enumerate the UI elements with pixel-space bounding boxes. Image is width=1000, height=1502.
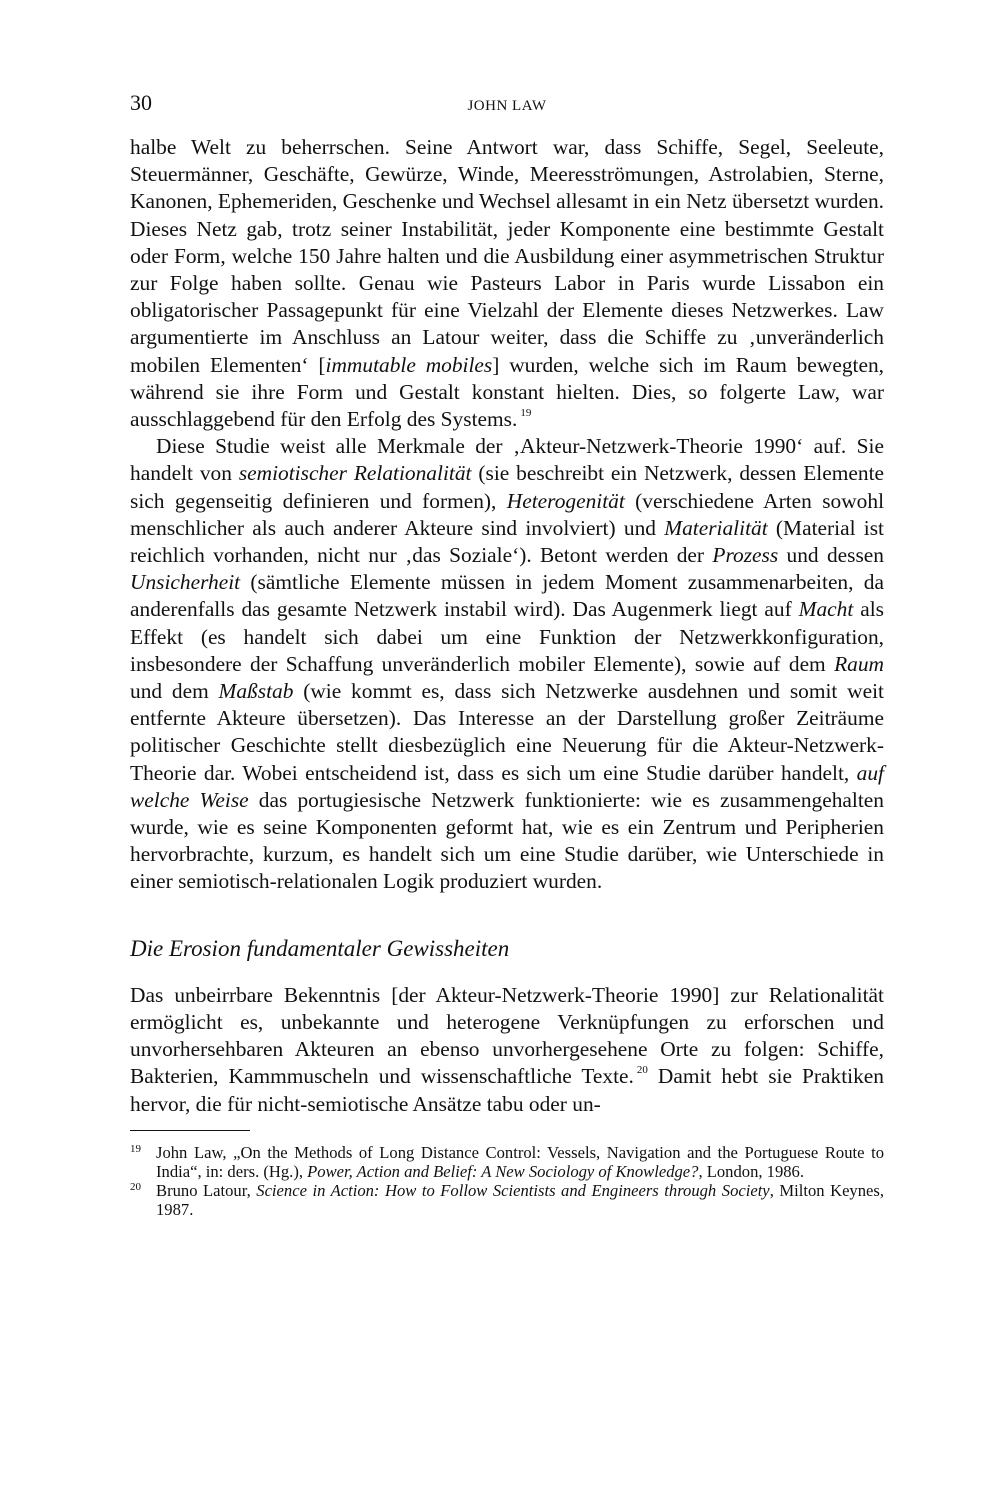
paragraph-2 <box>130 433 884 895</box>
footnote-19-text-1: John Law, „On the Methods of Long Distance Control: Vessels, Navigation and the Portuguese Route to India“, in: ders. (Hg.), <box>156 1142 884 1181</box>
footnote-19-text-2: , London, 1986. <box>698 1161 805 1181</box>
paragraph-2-text-7: als Effekt (es handelt sich dabei um eine Funktion der Netzwerkkonfiguration, insbesondere der Schaffung unveränderlich mobiler Elemente), sowie auf dem <box>130 597 885 676</box>
footnote-19 <box>130 1143 884 1181</box>
paragraph-2-text-6: (sämtliche Elemente müssen in jedem Moment zusammenarbeiten, da anderenfalls das gesamte Netzwerk instabil wird). Das Augenmerk liegt auf <box>130 570 884 622</box>
section-heading: Die Erosion fundamentaler Gewissheiten <box>130 935 510 961</box>
paragraph-2-italic-7: Raum <box>834 651 884 676</box>
paragraph-3-text-1: Das unbeirrbare Bekenntnis [der Akteur-Netzwerk-Theorie 1990] zur Relationalität ermöglicht es, unbekannte und heterogene Verknüpfungen zu erforschen und unvorhersehbaren Akteuren an ebenso unvorhergesehene Orte zu folgen: Schiffe, Bakterien, Kammmuscheln und wissenschaftliche Texte. <box>130 982 884 1089</box>
paragraph-2-italic-1: semiotischer Relationalität <box>238 461 472 486</box>
paragraph-2-italic-4: Prozess <box>712 543 779 568</box>
paragraph-2-italic-3: Materialität <box>664 515 768 540</box>
paragraph-1 <box>130 134 884 433</box>
book-page <box>130 88 884 1219</box>
paragraph-3 <box>130 982 884 1118</box>
footnote-separator <box>130 1130 250 1131</box>
paragraph-2-text-1: Diese Studie weist alle Merkmale der ‚Akteur-Netzwerk-Theorie 1990‘ auf. Sie handelt von <box>130 434 884 486</box>
paragraph-1-italic-1: immutable mobiles <box>325 352 493 377</box>
paragraph-2-text-4: (Material ist reichlich vorhanden, nicht nur ‚das Soziale‘). Betont werden der <box>130 515 884 568</box>
paragraph-2-italic-6: Macht <box>798 597 854 622</box>
paragraph-2-italic-2: Heterogenität <box>506 488 625 513</box>
paragraph-1-text-1: halbe Welt zu beherrschen. Seine Antwort war, dass Schiffe, Segel, Seeleute, Steuermänner, Geschäfte, Gewürze, Winde, Meeresströmungen, Astrolabien, Sterne, Kanonen, Ephemeriden, Geschenke und Wechsel allesamt in ein Netz übersetzt wurden. Dieses Netz gab, trotz seiner Instabilität, jeder Komponente eine bestimmte Gestalt oder Form, welche 150 Jahre halten und die Ausbildung einer asymmetrischen Struktur zur Folge haben sollte. Genau wie Pasteurs Labor in Paris wurde Lissabon ein obligatorischer Passagepunkt für eine Vielzahl der Elemente dieses Netzwerkes. Law argumentierte im Anschluss an Latour weiter, dass die Schiffe zu ‚unveränderlich mobilen Elementen‘ [ <box>130 135 885 377</box>
footnote-20-title: Science in Action: How to Follow Scientists and Engineers through Society <box>256 1180 770 1200</box>
footnote-20 <box>130 1181 884 1219</box>
paragraph-2-text-5: und dessen <box>778 543 884 568</box>
paragraph-2-text-3: (verschiedene Arten sowohl menschlicher als auch anderer Akteure sind involviert) und <box>130 488 885 540</box>
paragraph-1-text-2: ] wurden, welche sich im Raum bewegten, während sie ihre Form und Gestalt konstant hielten. Dies, so folgerte Law, war ausschlaggebend für den Erfolg des Systems. <box>130 352 884 432</box>
footnote-reference-19[interactable]: 19 <box>520 406 532 419</box>
footnote-reference-20[interactable]: 20 <box>636 1064 648 1077</box>
paragraph-2-text-9: (wie kommt es, dass sich Netzwerke ausdehnen und somit weit entfernte Akteure übersetzen). Das Interesse an der Darstellung großer Zeiträume politischer Geschichte stellt diesbezüglich eine Neuerung für die Akteur-Netzwerk-Theorie dar. Wobei entscheidend ist, dass es sich um eine Studie darüber handelt, <box>130 679 885 785</box>
footnotes <box>130 1143 884 1219</box>
paragraph-3-text-2: Damit hebt sie Praktiken hervor, die für nicht-semiotische Ansätze tabu oder un- <box>130 1064 884 1116</box>
running-title: JOHN LAW <box>467 98 547 114</box>
paragraph-2-italic-8: Maßstab <box>218 679 294 704</box>
footnote-20-text-1: Bruno Latour, <box>156 1180 257 1200</box>
running-header <box>130 88 884 118</box>
paragraph-2-text-10: das portugiesische Netzwerk funktionierte: wie es zusammengehalten wurde, wie es seine Komponenten geformt hat, wie es ein Zentrum und Peripherien hervorbrachte, kurzum, es handelt sich um eine Studie darüber, wie Unterschiede in einer semiotisch-relationalen Logik produziert wurden. <box>130 787 884 894</box>
footnote-20-text-2: , Milton Keynes, 1987. <box>156 1180 884 1219</box>
paragraph-2-text-8: und dem <box>130 679 219 704</box>
footnote-number: 20 <box>130 1180 141 1193</box>
paragraph-2-italic-5: Unsicherheit <box>130 570 241 595</box>
paragraph-2-italic-9: auf welche Weise <box>130 760 884 812</box>
page-number: 30 <box>130 90 152 115</box>
footnote-19-title: Power, Action and Belief: A New Sociology of Knowledge? <box>307 1161 699 1181</box>
footnote-number: 19 <box>130 1142 141 1155</box>
body-text <box>130 134 884 1118</box>
paragraph-2-text-2: (sie beschreibt ein Netzwerk, dessen Elemente sich gegenseitig definieren und formen), <box>130 461 885 513</box>
